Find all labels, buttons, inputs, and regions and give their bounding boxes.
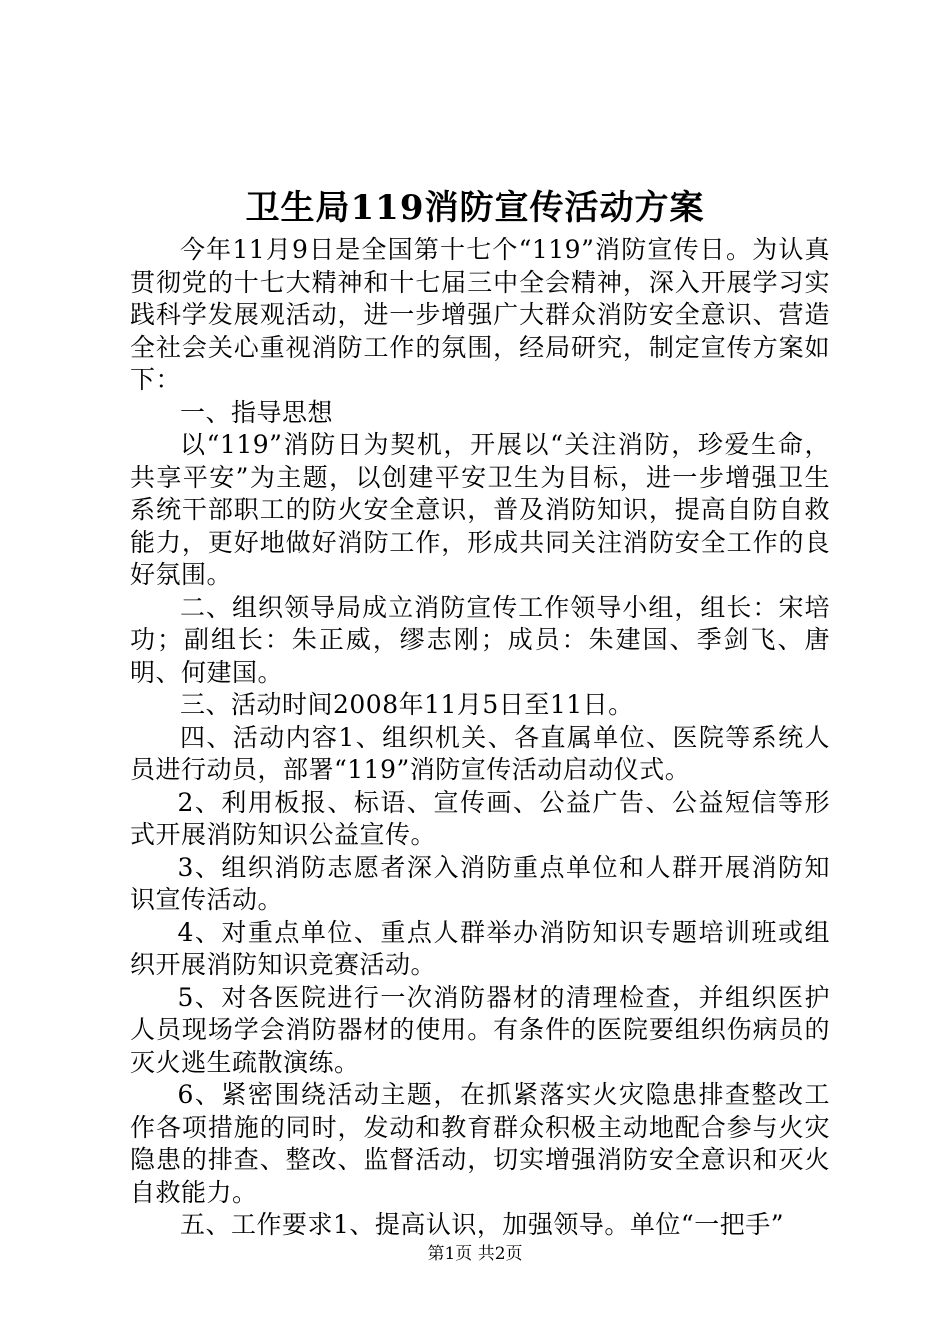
- section-heading-guiding-ideology: 一、指导思想: [180, 397, 334, 427]
- activity-item-4: 4、对重点单位、重点人群举办消防知识专题培训班或组织开展消防知识竞赛活动。: [130, 917, 830, 979]
- activity-item-3: 3、组织消防志愿者深入消防重点单位和人群开展消防知识宣传活动。: [130, 852, 830, 914]
- guiding-ideology-paragraph: 以“119”消防日为契机，开展以“关注消防，珍爱生命，共享平安”为主题，以创建平安卫生为目标，进一步增强卫生系统干部职工的防火安全意识，普及消防知识，提高自防自救能力，更好地做好消防工作，形成共同关注消防安全工作的良好氛围。: [130, 430, 830, 589]
- intro-paragraph: 今年11月9日是全国第十七个“119”消防宣传日。为认真贯彻党的十七大精神和十七届三中全会精神，深入开展学习实践科学发展观活动，进一步增强广大群众消防安全意识、营造全社会关心重视消防工作的氛围，经局研究，制定宣传方案如下：: [130, 235, 830, 394]
- activity-time-paragraph: 三、活动时间2008年11月5日至11日。: [180, 690, 634, 719]
- page-number-footer: 第1页 共2页: [427, 1244, 523, 1264]
- organization-leadership-paragraph: 二、组织领导局成立消防宣传工作领导小组，组长：宋培功；副组长：朱正威，缪志刚；成员：朱建国、季剑飞、唐明、何建国。: [130, 592, 830, 687]
- work-requirements-paragraph: 五、工作要求1、提高认识，加强领导。单位“一把手”: [180, 1210, 784, 1239]
- activity-item-2: 2、利用板报、标语、宣传画、公益广告、公益短信等形式开展消防知识公益宣传。: [130, 787, 830, 849]
- activity-content-paragraph: 四、活动内容1、组织机关、各直属单位、医院等系统人员进行动员，部署“119”消防宣传活动启动仪式。: [130, 722, 830, 784]
- document-body: [130, 234, 830, 1242]
- activity-item-6: 6、紧密围绕活动主题，在抓紧落实火灾隐患排查整改工作各项措施的同时，发动和教育群众积极主动地配合参与火灾隐患的排查、整改、监督活动，切实增强消防安全意识和灭火自救能力。: [130, 1080, 830, 1207]
- activity-item-5: 5、对各医院进行一次消防器材的清理检查，并组织医护人员现场学会消防器材的使用。有条件的医院要组织伤病员的灭火逃生疏散演练。: [130, 982, 830, 1077]
- document-title: 卫生局119消防宣传活动方案: [245, 188, 705, 228]
